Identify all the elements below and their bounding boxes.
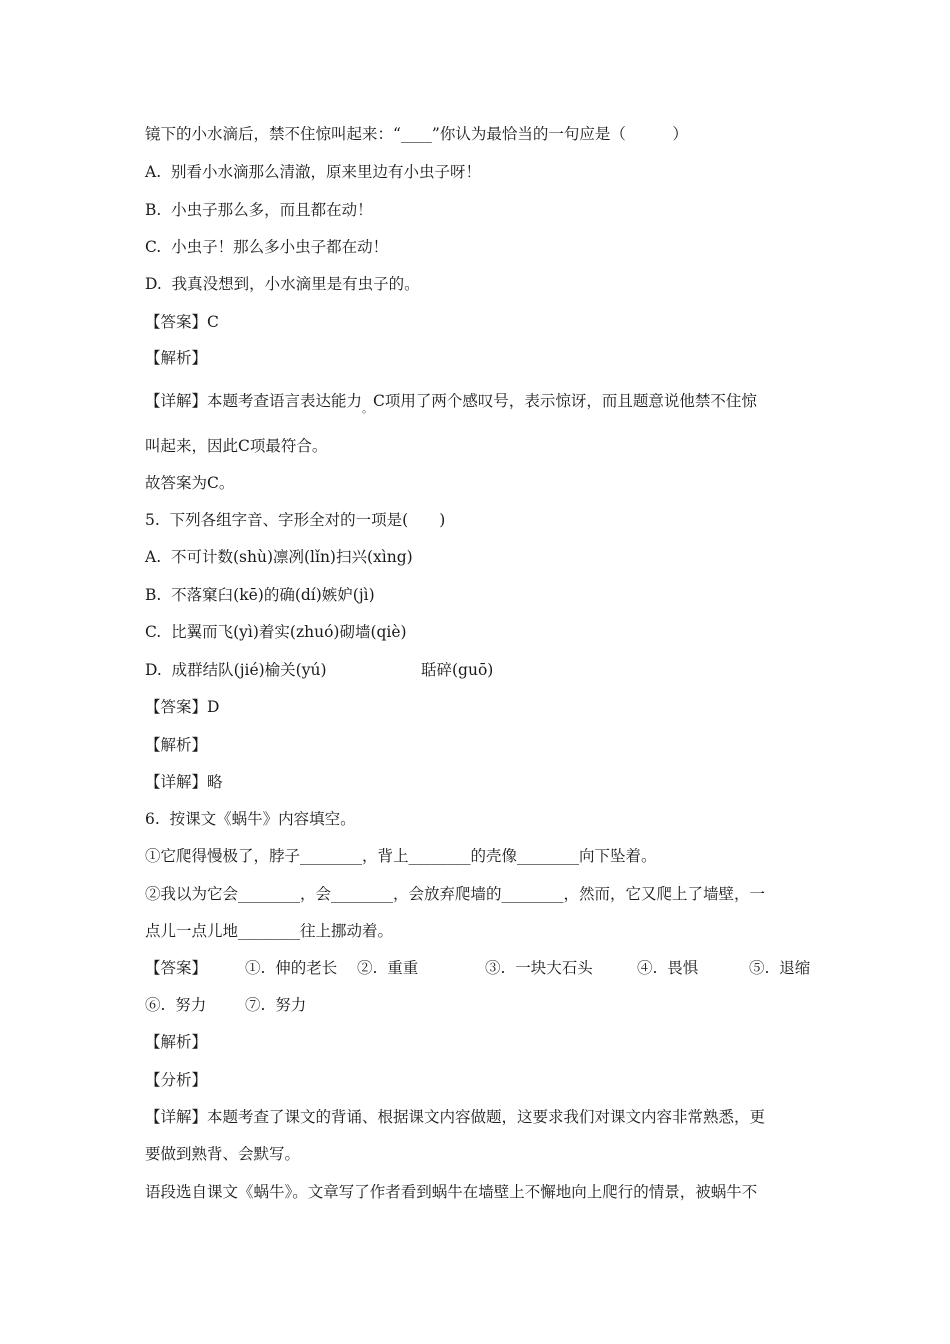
question-6-blank-line-2: ②我以为它会________，会________，会放弃爬墙的________，然而，它又爬上了墙壁，一 — [145, 885, 766, 903]
question-6-analysis-heading: 【解析】 — [145, 1033, 208, 1051]
question-4-conclusion: 故答案为C。 — [145, 474, 235, 492]
option-d-part-2: 聒碎(guō) — [421, 661, 494, 679]
question-4-analysis-heading: 【解析】 — [145, 349, 208, 367]
question-5-option-d — [145, 660, 494, 680]
question-4-detail-line-2: 叫起来，因此C项最符合。 — [145, 437, 328, 455]
question-5-option-b: B. 不落窠臼(kē)的确(dí)嫉妒(jì) — [145, 586, 375, 604]
question-5-answer: 【答案】D — [145, 698, 220, 716]
question-5-stem: 5. 下列各组字音、字形全对的一项是( ) — [145, 511, 446, 529]
question-5-detail: 【详解】略 — [145, 773, 223, 791]
answer-item: ③. 一块大石头 — [485, 959, 593, 977]
answer-item: ⑤. 退缩 — [749, 959, 811, 977]
question-6-answer-row-2 — [145, 995, 810, 1015]
question-6-blank-line-1: ①它爬得慢极了，脖子________，背上________的壳像________向下坠着。 — [145, 847, 657, 865]
question-4-option-a: A. 别看小水滴那么清澈，原来里边有小虫子呀！ — [145, 163, 481, 181]
detail-text-b: C项用了两个感叹号，表示惊讶，而且题意说他禁不住惊 — [373, 392, 757, 410]
question-6-fenxi-heading: 【分析】 — [145, 1071, 208, 1089]
answer-item: ②. 重重 — [357, 959, 419, 977]
question-6-answer-row — [145, 958, 810, 978]
answer-item: ⑥. 努力 — [145, 996, 207, 1014]
answer-item: ⑦. 努力 — [245, 996, 307, 1014]
answer-item: ①. 伸的老长 — [245, 959, 338, 977]
question-4-detail-line-1 — [145, 391, 757, 413]
question-4-option-b: B. 小虫子那么多，而且都在动！ — [145, 201, 373, 219]
question-4-answer: 【答案】C — [145, 313, 219, 331]
question-6-detail-line-2: 要做到熟背、会默写。 — [145, 1145, 301, 1163]
option-d-part-1: D. 成群结队(jié)榆关(yú) — [145, 661, 327, 679]
question-4-stem-tail: 镜下的小水滴后，禁不住惊叫起来：“____”你认为最恰当的一句应是（ ） — [145, 125, 688, 143]
answer-label: 【答案】 — [145, 959, 208, 977]
question-6-detail-line-1: 【详解】本题考查了课文的背诵、根据课文内容做题，这要求我们对课文内容非常熟悉，更 — [145, 1108, 766, 1126]
question-4-option-d: D. 我真没想到，小水滴里是有虫子的。 — [145, 275, 420, 293]
question-5-option-c: C. 比翼而飞(yì)着实(zhuó)砌墙(qiè) — [145, 623, 407, 641]
detail-text-a: 【详解】本题考查语言表达能力 — [145, 392, 363, 410]
question-5-analysis-heading: 【解析】 — [145, 736, 208, 754]
answer-item: ④. 畏惧 — [637, 959, 699, 977]
question-6-detail-line-3: 语段选自课文《蜗牛》。文章写了作者看到蜗牛在墙壁上不懈地向上爬行的情景，被蜗牛不 — [145, 1183, 758, 1201]
question-6-stem: 6. 按课文《蜗牛》内容填空。 — [145, 810, 356, 828]
question-5-option-a: A. 不可计数(shù)凛冽(lǐn)扫兴(xìng) — [145, 548, 413, 566]
question-6-blank-line-3: 点儿一点儿地________往上挪动着。 — [145, 922, 394, 940]
question-4-option-c: C. 小虫子！那么多小虫子都在动！ — [145, 238, 389, 256]
detail-period: 。 — [362, 402, 374, 415]
